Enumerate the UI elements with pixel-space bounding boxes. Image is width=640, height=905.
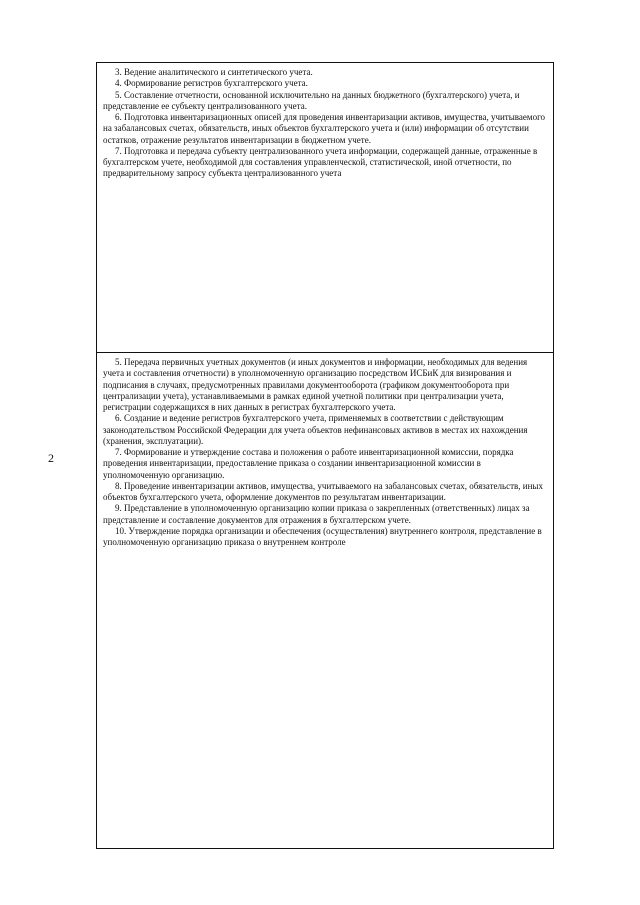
lower-item-9: 9. Представление в уполномоченную организацию копии приказа о закрепленных (ответственных) лицах за представление и составление документов для отражения в бухгалтерском учете. (103, 503, 530, 525)
responsibilities-table (96, 62, 554, 849)
lower-item-6: 6. Создание и ведение регистров бухгалтерского учета, применяемых в соответствии с действующим законодательством Российской Федерации для учета объектов нефинансовых активов в местах их нахождения (хранения, эксплуатации). (103, 413, 528, 446)
lower-item-7: 7. Формирование и утверждение состава и положения о работе инвентаризационной комиссии, порядка проведения инвентаризации, предоставление приказа о создании инвентаризационной комиссии в уполномоченную организацию. (103, 447, 514, 480)
lower-item-5: 5. Передача первичных учетных документов (и иных документов и информации, необходимых для ведения учета и составления отчетности) в уполномоченную организацию посредством ИСБиК для визирования и подписания в случаях, предусмотренных правилами документооборота (графиком документооборота при централизации учета), устанавливаемыми в рамках единой учетной политики при централизации учета, регистрации содержащихся в них данных в регистрах бухгалтерского учета. (103, 357, 528, 412)
lower-item-10: 10. Утверждение порядка организации и обеспечения (осуществления) внутреннего контроля, представление в уполномоченную организацию приказа о внутреннем контроле (103, 525, 542, 547)
lower-item-8: 8. Проведение инвентаризации активов, имущества, учитываемого на забалансовых счетах, обязательств, иных объектов бухгалтерского учета, оформление документов по результатам инвентаризации. (103, 480, 543, 502)
upper-item-5: 5. Составление отчетности, основанной исключительно на данных бюджетного (бухгалтерского) учета, и представление ее субъекту централизованного учета. (103, 89, 520, 111)
upper-item-3: 3. Ведение аналитического и синтетического учета. (115, 67, 313, 77)
table-cell-upper (97, 63, 553, 353)
table-cell-lower (97, 353, 553, 848)
page-number: 2 (48, 451, 54, 465)
upper-item-4: 4. Формирование регистров бухгалтерского учета. (115, 78, 308, 89)
upper-item-7: 7. Подготовка и передача субъекту централизованного учета информации, содержащей данные, отраженные в бухгалтерском учете, необходимой для составления управленческой, статистической, иной отчетности, по предварительному запросу субъекта централизованного учета (103, 145, 538, 179)
upper-item-6: 6. Подготовка инвентаризационных описей для проведения инвентаризации активов, имущества, учитываемого на забалансовых счетах, обязательств, иных объектов бухгалтерского учета и (или) информации об отсутствии остатков, отражение результатов инвентаризации в бюджетном учете. (103, 112, 546, 145)
